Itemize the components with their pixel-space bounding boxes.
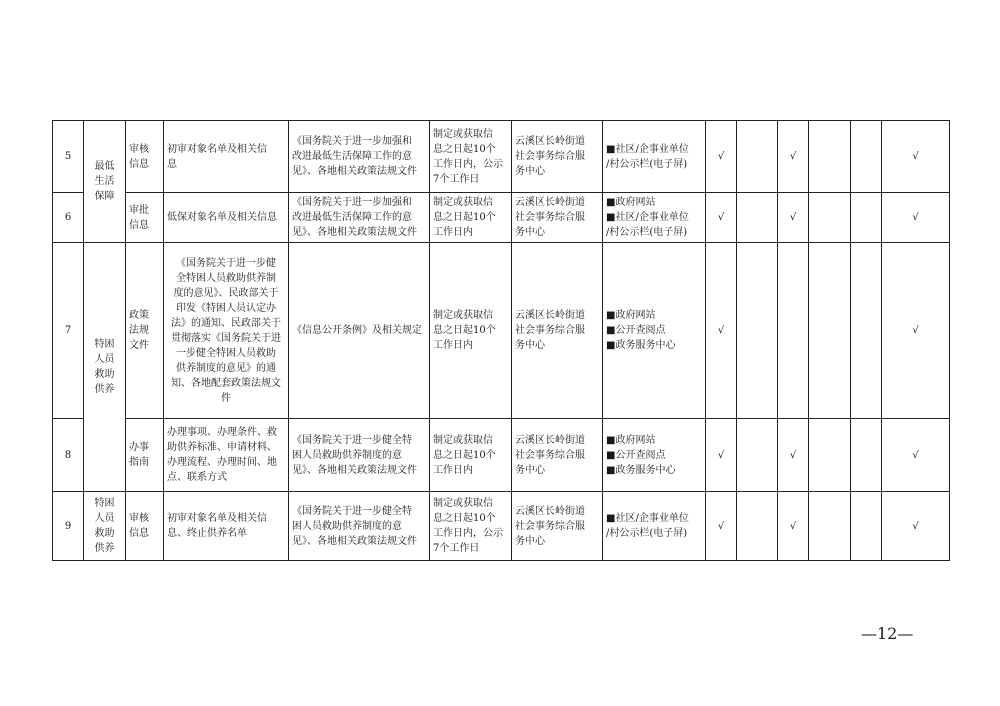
- check-cell: [851, 492, 882, 561]
- time-cell: 制定或获取信 息之日起10个 工作日内，公示 7个工作日: [430, 492, 512, 561]
- check-cell: [809, 243, 851, 419]
- check-cell: √: [706, 419, 737, 492]
- content-cell: 办理事项、办理条件、救 助供养标准、申请材料、 办理流程、办理时间、地 点、联系方式: [164, 419, 289, 492]
- check-cell: [851, 419, 882, 492]
- content-cell: 初审对象名单及相关信 息、终止供养名单: [164, 492, 289, 561]
- check-cell: √: [778, 492, 809, 561]
- check-cell: √: [882, 243, 950, 419]
- disclosure-table: [52, 120, 950, 561]
- subject-cell: 云溪区长岭街道 社会事务综合服 务中心: [512, 121, 603, 193]
- check-cell: [737, 419, 778, 492]
- category-cell: 政策 法规 文件: [126, 243, 164, 419]
- check-cell: [737, 193, 778, 243]
- table-row: [53, 121, 950, 193]
- check-cell: √: [882, 121, 950, 193]
- row-number: 8: [53, 419, 84, 492]
- row-number: 6: [53, 193, 84, 243]
- subject-cell: 云溪区长岭街道 社会事务综合服 务中心: [512, 492, 603, 561]
- check-cell: √: [706, 243, 737, 419]
- time-cell: 制定或获取信 息之日起10个 工作日内: [430, 243, 512, 419]
- check-cell: √: [778, 193, 809, 243]
- table-row: [53, 419, 950, 492]
- row-number: 5: [53, 121, 84, 193]
- category-cell: 审核 信息: [126, 492, 164, 561]
- category-cell: 审核 信息: [126, 121, 164, 193]
- check-cell: [737, 492, 778, 561]
- subject-cell: 云溪区长岭街道 社会事务综合服 务中心: [512, 419, 603, 492]
- check-cell: [851, 193, 882, 243]
- channel-cell: ■社区/企事业单位 /村公示栏(电子屏): [603, 121, 706, 193]
- time-cell: 制定或获取信 息之日起10个 工作日内，公示 7个工作日: [430, 121, 512, 193]
- check-cell: [809, 419, 851, 492]
- channel-cell: ■政府网站 ■社区/企事业单位 /村公示栏(电子屏): [603, 193, 706, 243]
- category-cell: 审批 信息: [126, 193, 164, 243]
- basis-cell: 《国务院关于进一步健全特 困人员救助供养制度的意 见》、各地相关政策法规文件: [289, 492, 430, 561]
- check-cell: √: [706, 492, 737, 561]
- check-cell: √: [706, 193, 737, 243]
- check-cell: √: [778, 121, 809, 193]
- check-cell: √: [882, 193, 950, 243]
- check-cell: [778, 243, 809, 419]
- row-number: 7: [53, 243, 84, 419]
- basis-cell: 《国务院关于进一步健全特 困人员救助供养制度的意 见》、各地相关政策法规文件: [289, 419, 430, 492]
- table-row: [53, 492, 950, 561]
- channel-cell: ■社区/企事业单位 /村公示栏(电子屏): [603, 492, 706, 561]
- content-cell: 低保对象名单及相关信息: [164, 193, 289, 243]
- check-cell: [851, 121, 882, 193]
- basis-cell: 《国务院关于进一步加强和 改进最低生活保障工作的意 见》、各地相关政策法规文件: [289, 193, 430, 243]
- content-cell: 《国务院关于进一步健 全特困人员救助供养制 度的意见》、民政部关于 印发《特困人员认定办 法》的通知、民政部关于 贯彻落实《国务院关于进 一步健全特困人员救助 供养制度的意见》的通 知、各地配套政策法规文 件: [164, 243, 289, 419]
- check-cell: [737, 243, 778, 419]
- check-cell: [809, 121, 851, 193]
- check-cell: [809, 193, 851, 243]
- subject-cell: 云溪区长岭街道 社会事务综合服 务中心: [512, 193, 603, 243]
- check-cell: √: [882, 492, 950, 561]
- group-cell: 最低 生活 保障: [84, 121, 126, 243]
- basis-cell: 《信息公开条例》及相关规定: [289, 243, 430, 419]
- table-row: [53, 193, 950, 243]
- channel-cell: ■政府网站 ■公开查阅点 ■政务服务中心: [603, 419, 706, 492]
- check-cell: [809, 492, 851, 561]
- table-row: [53, 243, 950, 419]
- time-cell: 制定或获取信 息之日起10个 工作日内: [430, 419, 512, 492]
- basis-cell: 《国务院关于进一步加强和 改进最低生活保障工作的意 见》、各地相关政策法规文件: [289, 121, 430, 193]
- subject-cell: 云溪区长岭街道 社会事务综合服 务中心: [512, 243, 603, 419]
- check-cell: √: [882, 419, 950, 492]
- group-cell: 特困 人员 救助 供养: [84, 492, 126, 561]
- check-cell: [737, 121, 778, 193]
- check-cell: √: [706, 121, 737, 193]
- group-cell: 特困 人员 救助 供养: [84, 243, 126, 492]
- channel-cell: ■政府网站 ■公开查阅点 ■政务服务中心: [603, 243, 706, 419]
- check-cell: √: [778, 419, 809, 492]
- check-cell: [851, 243, 882, 419]
- content-cell: 初审对象名单及相关信 息: [164, 121, 289, 193]
- time-cell: 制定或获取信 息之日起10个 工作日内: [430, 193, 512, 243]
- category-cell: 办事 指南: [126, 419, 164, 492]
- page-number: —12—: [861, 624, 914, 643]
- row-number: 9: [53, 492, 84, 561]
